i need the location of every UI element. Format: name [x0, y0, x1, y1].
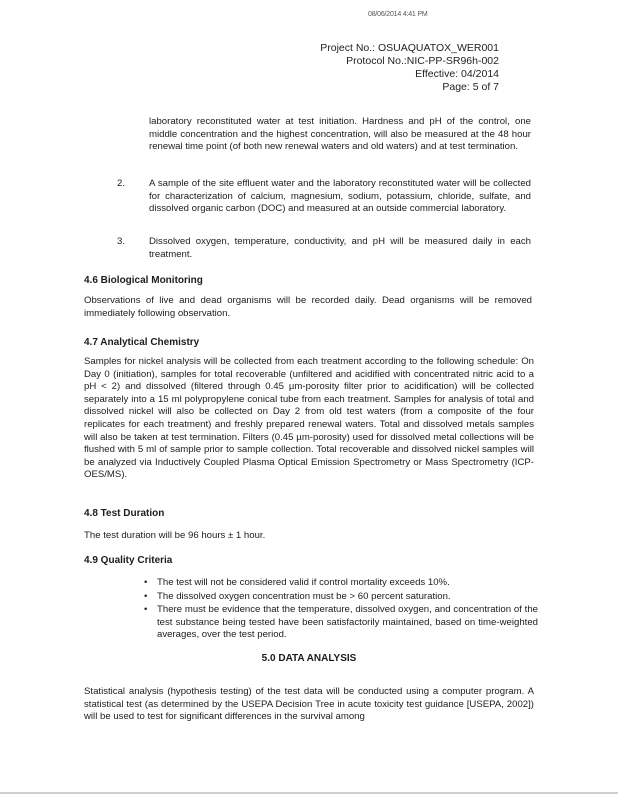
section-heading-analytical-chemistry: 4.7 Analytical Chemistry	[84, 337, 200, 348]
biological-monitoring-text: Observations of live and dead organisms will be recorded daily. Dead organisms will be removed immediately following observation.	[84, 295, 532, 319]
project-number: Project No.: OSUAQUATOX_WER001	[320, 42, 499, 54]
continuation-paragraph: laboratory reconstituted water at test initiation. Hardness and pH of the control, one middle concentration and the highest concentration, will also be measured at the 48 hour renewal time point (of both new renewal waters and old waters) and at test termination.	[149, 116, 531, 153]
bullet-icon: •	[144, 590, 148, 602]
section-heading-quality-criteria: 4.9 Quality Criteria	[84, 555, 173, 566]
list-item-number: 2.	[117, 178, 126, 189]
list-item	[130, 591, 538, 604]
section-heading-biological-monitoring: 4.6 Biological Monitoring	[84, 275, 203, 286]
list-item-text: A sample of the site effluent water and the laboratory reconstituted water will be collected for characterization of calcium, magnesium, sodium, potassium, chloride, sulfate, and dissolved organic carbon (DOC) and measured at an outside commercial laboratory.	[149, 178, 531, 215]
section-heading-test-duration: 4.8 Test Duration	[84, 508, 165, 519]
quality-criteria-list	[130, 577, 538, 643]
bullet-text: The dissolved oxygen concentration must be > 60 percent saturation.	[157, 590, 451, 602]
page-bottom-edge	[0, 792, 618, 794]
test-duration-text: The test duration will be 96 hours ± 1 hour.	[84, 530, 266, 541]
page-number: Page: 5 of 7	[442, 81, 499, 93]
list-item-text: Dissolved oxygen, temperature, conductivity, and pH will be measured daily in each treatment.	[149, 236, 531, 260]
analytical-chemistry-text: Samples for nickel analysis will be collected from each treatment according to the following schedule: On Day 0 (initiation), samples for total recoverable (unfiltered and acidified with concentrated nitric acid to a pH < 2) and dissolved (filtered through 0.45 µm-porosity filter prior to acidification) will be collected separately into a 15 ml polypropylene conical tube from each treatment. Samples for analysis of total and dissolved nickel will also be collected on Day 2 from old test waters (from a composite of the four replicates for each treatment) and freshly prepared renewal waters. Total and dissolved metals samples will also be taken at test termination. Filters (0.45 µm-porosity) used for dissolved metal collections will be flushed with 5 ml of sample prior to sample collection. Total recoverable and dissolved nickel samples will be analyzed via Inductively Coupled Plasma Optical Emission Spectrometry or Mass Spectrometry (ICP-OES/MS).	[84, 356, 534, 481]
list-item	[130, 577, 538, 590]
list-item-number: 3.	[117, 236, 126, 247]
document-header	[320, 42, 499, 94]
protocol-number: Protocol No.:NIC-PP-SR96h-002	[346, 55, 499, 67]
effective-date: Effective: 04/2014	[415, 68, 499, 80]
bullet-icon: •	[144, 577, 148, 588]
section-heading-data-analysis: 5.0 DATA ANALYSIS	[261, 653, 357, 664]
fax-stamp: 08/06/2014 4:41 PM	[368, 11, 428, 18]
data-analysis-text: Statistical analysis (hypothesis testing) of the test data will be conducted using a computer program. A statistical test (as determined by the USEPA Decision Tree in acute toxicity test guidance [USEPA, 2002]) will be used to test for significant differences in the survival among	[84, 686, 534, 723]
bullet-text: The test will not be considered valid if control mortality exceeds 10%.	[157, 577, 450, 588]
list-item	[130, 604, 538, 642]
bullet-text: There must be evidence that the temperature, dissolved oxygen, and concentration of the test substance being tested have been satisfactorily maintained, based on time-weighted averages, over the test period.	[157, 604, 538, 641]
bullet-icon: •	[144, 604, 148, 616]
